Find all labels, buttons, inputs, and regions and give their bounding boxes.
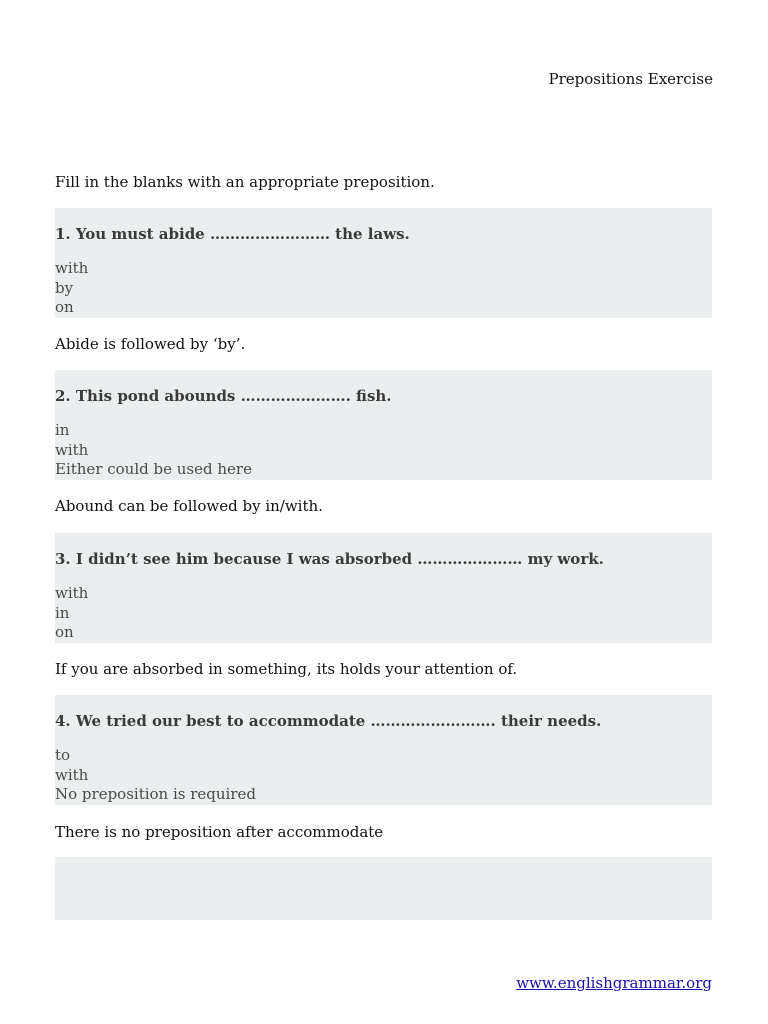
option-item[interactable]: on (55, 623, 74, 641)
question-text: 2. This pond abounds …………………. fish. (55, 387, 392, 405)
question-text: 4. We tried our best to accommodate ……………………. their needs. (55, 712, 602, 730)
option-item[interactable]: with (55, 584, 89, 602)
question-text: 3. I didn’t see him because I was absorbed ………………… my work. (55, 550, 604, 568)
empty-question-box (55, 857, 712, 920)
answer-explanation-2: Abound can be followed by in/with. (55, 497, 323, 515)
option-item[interactable]: with (55, 440, 89, 459)
option-list (55, 584, 88, 643)
option-item[interactable]: Either could be used here (55, 460, 252, 478)
option-item[interactable]: with (55, 259, 89, 277)
question-text: 1. You must abide …………………… the laws. (55, 225, 410, 243)
option-item[interactable]: by (55, 278, 74, 297)
answer-explanation-3: If you are absorbed in something, its holds your attention of. (55, 660, 518, 678)
option-item[interactable]: to (55, 746, 71, 764)
option-item[interactable]: on (55, 298, 74, 316)
option-list (55, 746, 256, 805)
question-box-4 (55, 695, 712, 805)
footer-link[interactable]: www.englishgrammar.org (516, 974, 712, 992)
option-list (55, 421, 252, 480)
answer-explanation-1: Abide is followed by ‘by’. (55, 335, 246, 353)
question-box-2 (55, 370, 712, 480)
option-item[interactable]: in (55, 603, 70, 622)
option-list (55, 259, 88, 318)
answer-explanation-4: There is no preposition after accommodate (55, 823, 384, 841)
instructions: Fill in the blanks with an appropriate preposition. (55, 173, 435, 191)
question-box-3 (55, 533, 712, 643)
question-box-1 (55, 208, 712, 318)
header-title: Prepositions Exercise (548, 70, 713, 88)
option-item[interactable]: No preposition is required (55, 785, 257, 803)
option-item[interactable]: in (55, 421, 70, 439)
option-item[interactable]: with (55, 765, 89, 784)
